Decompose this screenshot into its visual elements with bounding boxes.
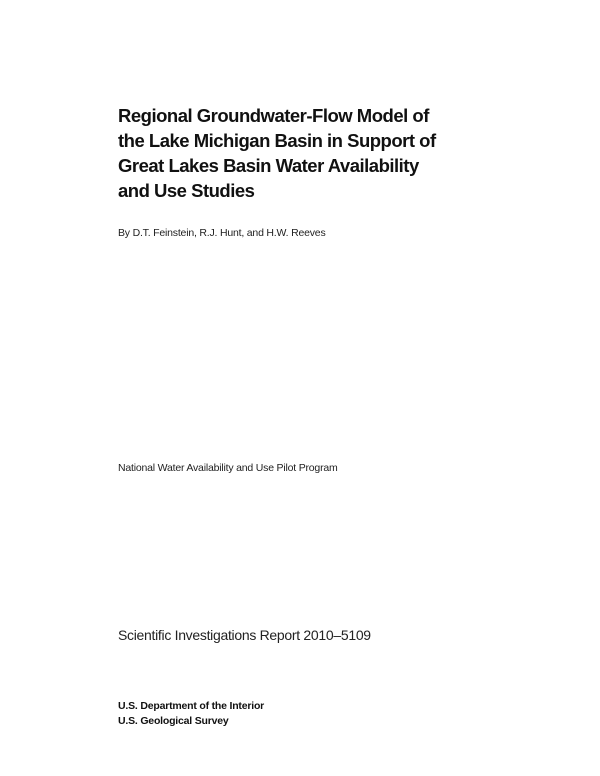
program-name: National Water Availability and Use Pilot Program (118, 462, 338, 474)
title-line-1: Regional Groundwater-Flow Model of (118, 105, 429, 126)
report-title (118, 103, 478, 203)
author-byline: By D.T. Feinstein, R.J. Hunt, and H.W. Reeves (118, 227, 326, 239)
report-series-number: Scientific Investigations Report 2010–5109 (118, 627, 371, 643)
agency-block (118, 699, 264, 729)
title-line-3: Great Lakes Basin Water Availability (118, 155, 419, 176)
title-line-4: and Use Studies (118, 180, 255, 201)
department-name: U.S. Department of the Interior (118, 700, 265, 712)
survey-name: U.S. Geological Survey (118, 715, 229, 727)
title-line-2: the Lake Michigan Basin in Support of (118, 130, 436, 151)
